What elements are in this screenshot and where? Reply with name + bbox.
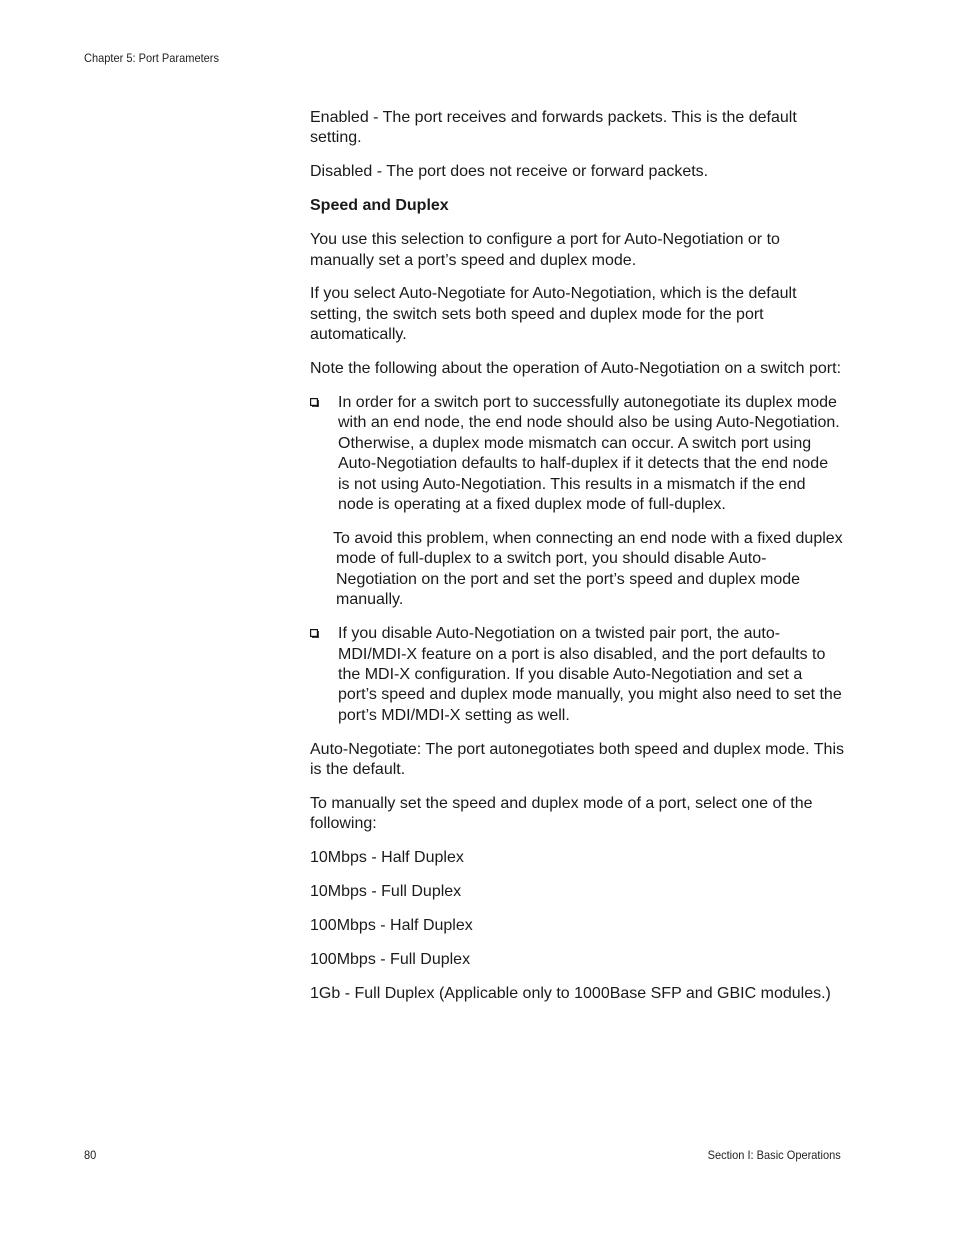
disabled-description: Disabled - The port does not receive or forward packets. [310, 163, 709, 181]
page-number: 80 [84, 1148, 97, 1162]
section-heading: Speed and Duplex [310, 197, 449, 215]
bullet-item [310, 393, 844, 515]
option-item: 100Mbps - Full Duplex [310, 951, 471, 968]
auto-negotiate-description: Auto-Negotiate: The port autonegotiates both speed and duplex mode. This is the default. [310, 740, 844, 779]
page-body [310, 108, 844, 1018]
bullet-followup: To avoid this problem, when connecting an end node with a fixed duplex mode of full-duplex to a switch port, you should disable Auto-Negotiation on the port and set the port’s speed and duplex mode manually. [333, 530, 843, 609]
auto-select-paragraph: If you select Auto-Negotiate for Auto-Negotiation, which is the default setting, the switch sets both speed and duplex mode for the port automatically. [310, 285, 797, 344]
running-header: Chapter 5: Port Parameters [84, 51, 219, 65]
option-item: 10Mbps - Half Duplex [310, 849, 464, 867]
speed-intro: You use this selection to configure a port for Auto-Negotiation or to manually set a port’s speed and duplex mode. [310, 231, 780, 269]
bullet-text: If you disable Auto-Negotiation on a twisted pair port, the auto-MDI/MDI-X feature on a port is also disabled, and the port defaults to the MDI-X configuration. If you disable Auto-Negotiation and set a port’s speed and duplex mode manually, you might also need to set the port’s MDI/MDI-X setting as well. [338, 625, 842, 724]
footer-section-title: Section I: Basic Operations [707, 1148, 841, 1162]
option-item: 100Mbps - Half Duplex [310, 917, 473, 935]
bullet-text: In order for a switch port to successfully autonegotiate its duplex mode with an end node, the end node should also be using Auto-Negotiation. Otherwise, a duplex mode mismatch can occur. A switch port using Auto-Negotiation defaults to half-duplex if it detects that the end node is not using Auto-Negotiation. This results in a mismatch if the end node is operating at a fixed duplex mode of full-duplex. [338, 394, 840, 514]
note-intro: Note the following about the operation of Auto-Negotiation on a switch port: [310, 360, 842, 378]
bullet-item [310, 624, 844, 726]
enabled-description: Enabled - The port receives and forwards packets. This is the default setting. [310, 109, 797, 147]
option-item: 1Gb - Full Duplex (Applicable only to 1000Base SFP and GBIC modules.) [310, 984, 831, 1002]
checkbox-bullet-icon [310, 398, 319, 407]
manual-intro: To manually set the speed and duplex mode of a port, select one of the following: [310, 794, 813, 833]
option-item: 10Mbps - Full Duplex [310, 883, 462, 901]
checkbox-bullet-icon [310, 629, 319, 638]
